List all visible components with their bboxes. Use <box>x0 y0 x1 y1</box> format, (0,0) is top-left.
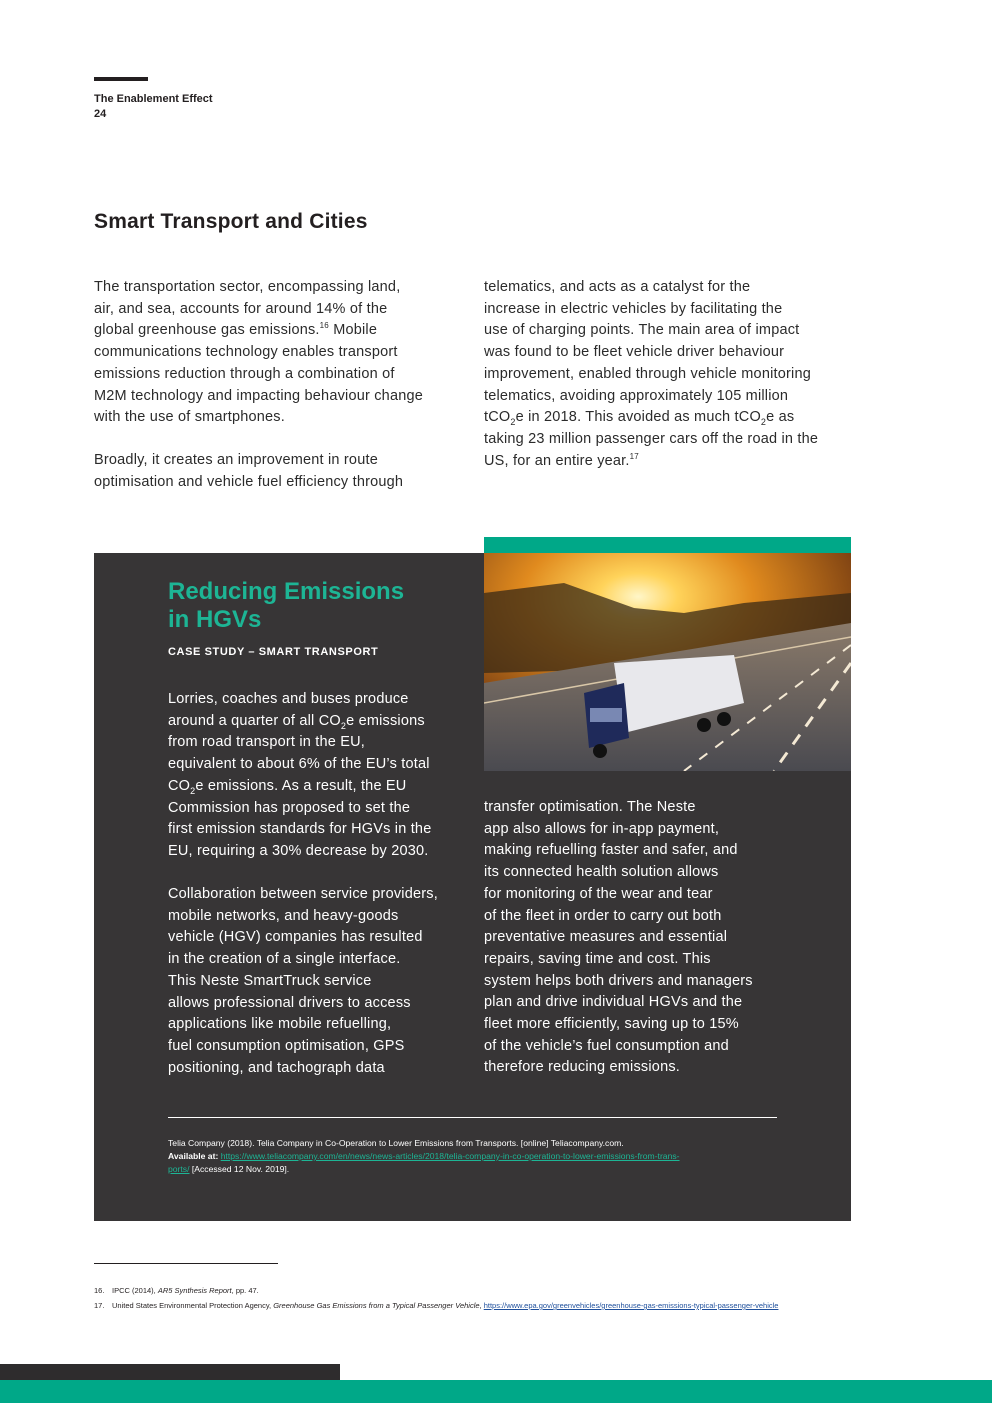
page-number: 24 <box>94 108 107 120</box>
section-title: Smart Transport and Cities <box>94 210 368 233</box>
case-study-subtitle: CASE STUDY – SMART TRANSPORT <box>168 646 379 658</box>
footnote-divider <box>94 1263 278 1264</box>
document-title: The Enablement Effect <box>94 93 213 105</box>
case-right-paragraph: transfer optimisation. The Neste app also allows for in-app payment, making refuelling faster and safer, and its connected health solution allows for monitoring of the wear and tear of the fleet in order to carry out both preventative measures and essential repairs, saving time and cost. This system helps both drivers and managers plan and drive individual HGVs and the fleet more efficiently, saving up to 15% of the vehicle’s fuel consumption and therefore reducing emissions. <box>484 799 753 1076</box>
reference-link-continued[interactable]: ports/ <box>168 1164 190 1174</box>
footnote-ref-17[interactable]: 17 <box>629 451 639 461</box>
header-rule <box>94 77 148 81</box>
reference-link[interactable]: https://www.teliacompany.com/en/news/news-articles/2018/telia-company-in-co-operation-to-lower-emissions-from-trans- <box>220 1151 680 1161</box>
intro-paragraph-col2: telematics, and acts as a catalyst for the increase in electric vehicles by facilitating the use of charging points. The main area of impact was found to be fleet vehicle driver behaviour improvement, enabled through vehicle monitoring telematics, avoiding approximately 105 million tCO$_2$e in 2018. This avoided as much tCO$_2$e as taking 23 million passenger cars off the road in the US, for an entire year.$^{17}$ <box>484 279 819 469</box>
intro-paragraph-2: Broadly, it creates an improvement in route optimisation and vehicle fuel efficiency through <box>94 452 404 490</box>
case-study-title: Reducing Emissions in HGVs <box>168 578 405 633</box>
reference-divider <box>168 1117 777 1118</box>
case-left-paragraph-1: Lorries, coaches and buses produce around a quarter of all $CO_2e$ emissions from road transport in the EU, equivalent to about 6% of the EU’s total $CO_2e$ emissions. As a result, the EU Commission has proposed to set the first emission standards for HGVs in the EU, requiring a 30% decrease by 2030. <box>168 691 432 859</box>
accent-strip <box>484 537 851 553</box>
footnote-ref-16[interactable]: 16 <box>319 321 329 331</box>
footnote-17: 17. United States Environmental Protection Agency, Greenhouse Gas Emissions from a Typical Passenger Vehicle, https://www.epa.gov/greenvehicles/greenhouse-gas-emissions-typical-passenger-vehicle <box>94 1301 779 1310</box>
case-left-paragraph-2: Collaboration between service providers, mobile networks, and heavy-goods vehicle (HGV) companies has resulted in the creation of a single interface. This Neste SmartTruck service allows professional drivers to access applications like mobile refuelling, fuel consumption optimisation, GPS positioning, and tachograph data <box>168 886 438 1076</box>
footer-green-bar <box>0 1380 992 1403</box>
case-study-reference: Telia Company (2018). Telia Company in Co-Operation to Lower Emissions from Transports. [online] Teliacompany.com. Available at: https://www.teliacompany.com/en/news/news-articles/2018/telia-company-in-co-operation-to-lower-emissions-from-trans- ports/ [Accessed 12 Nov. 2019]. <box>168 1138 680 1174</box>
intro-paragraph-1: The transportation sector, encompassing land, air, and sea, accounts for around 14% of the global greenhouse gas emissions.$^{16}$ Mobile communications technology enables transport emissions reduction through a combination of M2M technology and impacting behaviour change with the use of smartphones. <box>94 279 424 426</box>
footnote-16: 16. IPCC (2014), AR5 Synthesis Report, pp. 47. <box>94 1286 259 1295</box>
truck-highway-photo <box>484 553 851 771</box>
footnote-17-link[interactable]: https://www.epa.gov/greenvehicles/greenhouse-gas-emissions-typical-passenger-vehicle <box>483 1301 779 1310</box>
footer-dark-bar <box>0 1364 340 1380</box>
